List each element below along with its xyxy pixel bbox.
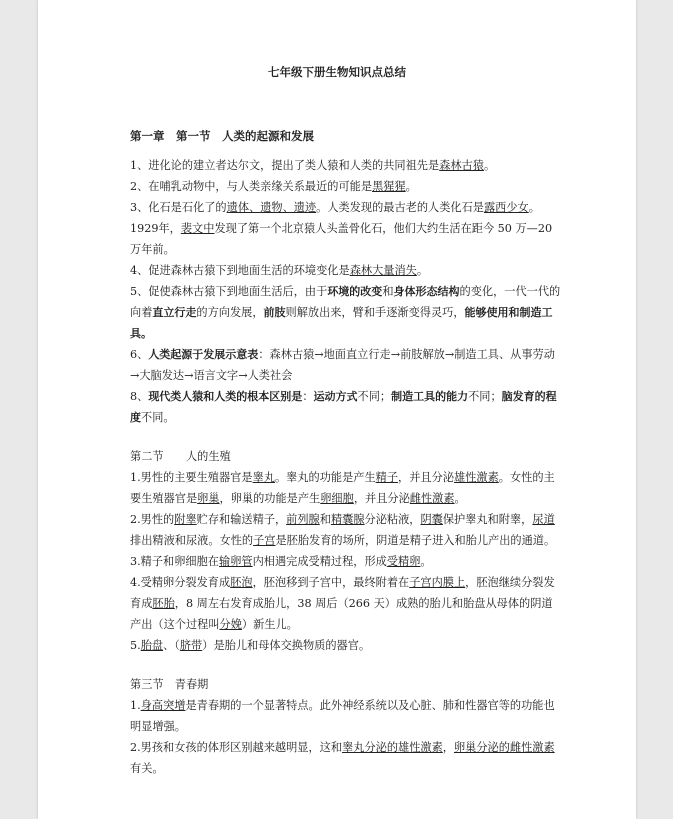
document-body bbox=[130, 126, 562, 779]
paragraph: 3、化石是石化了的遗体、遗物、遗迹。人类发现的最古老的人类化石是露西少女。1929年，裴文中发现了第一个北京猿人头盖骨化石，他们大约生活在距今 50 万—20 万年前。 bbox=[130, 201, 553, 256]
document-page bbox=[38, 0, 636, 819]
paragraph: 4、促进森林古猿下到地面生活的环境变化是森林大量消失。 bbox=[130, 264, 429, 277]
paragraph: 1.身高突增是青春期的一个显著特点。此外神经系统以及心脏、肺和性器官等的功能也明显增强。 bbox=[130, 699, 555, 733]
paragraph: 6、人类起源于发展示意表：森林古猿→地面直立行走→前肢解放→制造工具、从事劳动→大脑发达→语言文字→人类社会 bbox=[130, 348, 555, 382]
paragraph: 2.男性的附睾贮存和输送精子，前列腺和精囊腺分泌粘液，阴囊保护睾丸和附睾，尿道排出精液和尿液。女性的子宫是胚胎发育的场所，阴道是精子进入和胎儿产出的通道。 bbox=[130, 513, 556, 547]
paragraph: 8、现代类人猿和人类的根本区别是：运动方式不同；制造工具的能力不同；脑发育的程度不同。 bbox=[130, 390, 557, 424]
paragraph: 1.男性的主要生殖器官是睾丸。睾丸的功能是产生精子，并且分泌雄性激素。女性的主要生殖器官是卵巢，卵巢的功能是产生卵细胞，并且分泌雌性激素。 bbox=[130, 471, 555, 505]
paragraph: 2、在哺乳动物中，与人类亲缘关系最近的可能是黑猩猩。 bbox=[130, 180, 417, 193]
paragraph: 1、进化论的建立者达尔文，提出了类人猿和人类的共同祖先是森林古猿。 bbox=[130, 159, 496, 172]
document-title: 七年级下册生物知识点总结 bbox=[268, 65, 406, 79]
paragraph: 5、促使森林古猿下到地面生活后，由于环境的改变和身体形态结构的变化，一代一代的向着直立行走的方向发展，前肢则解放出来，臂和手逐渐变得灵巧，能够使用和制造工具。 bbox=[130, 285, 561, 340]
paragraph: 3.精子和卵细胞在输卵管内相遇完成受精过程，形成受精卵。 bbox=[130, 555, 432, 568]
paragraph: 5.胎盘、（脐带）是胎儿和母体交换物质的器官。 bbox=[130, 639, 371, 652]
section-2-heading: 第二节 人的生殖 bbox=[130, 450, 231, 463]
section-3-heading: 第三节 青春期 bbox=[130, 678, 209, 691]
chapter-1-heading: 第一章 第一节 人类的起源和发展 bbox=[130, 129, 314, 143]
paragraph: 2.男孩和女孩的体形区别越来越明显，这和睾丸分泌的雄性激素，卵巢分泌的雌性激素有关。 bbox=[130, 741, 555, 775]
paragraph: 4.受精卵分裂发育成胚泡，胚泡移到子宫中，最终附着在子宫内膜上，胚泡继续分裂发育成胚胎，8 周左右发育成胎儿，38 周后（266 天）成熟的胎儿和胎盘从母体的阴道产出（这个过程叫分娩）新生儿。 bbox=[130, 576, 555, 631]
